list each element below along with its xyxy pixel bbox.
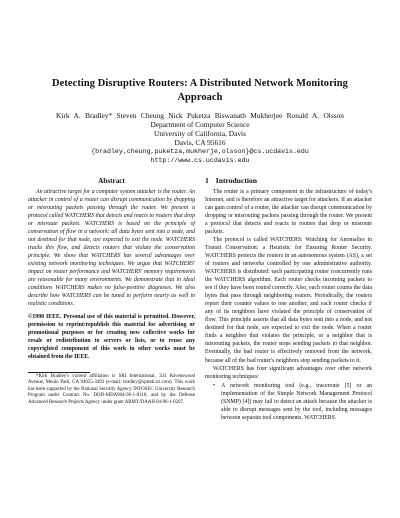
paper-title [0, 77, 400, 104]
paper-title-line-1: Detecting Disruptive Routers: A Distributed Network Monitoring [52, 78, 348, 89]
city: Davis, CA 95616 [174, 138, 226, 148]
university: University of California, Davis [154, 129, 246, 139]
section-number: 1 [205, 176, 209, 185]
abstract-body: An attractive target for a computer system attacker is the router. An attacker in control of a router can disrupt communication by dropping or misrouting packets passing through the router. We present a protocol called WATCHERS that detects and reacts to routers that drop or misroute packets. WATCHERS is based on the principle of conservation of flow in a network: all data bytes sent into a node, and not destined for that node, are expected to exit the node. WATCHERS tracks this flow, and detects routers that violate the conservation principle. We show that WATCHERS has several advantages over existing network monitoring techniques. We argue that WATCHERS' impact on router performance and WATCHERS' memory requirements are reasonable for many environments. We demonstrate that in ideal conditions WATCHERS makes no false-positive diagnoses. We also describe how WATCHERS can be tuned to perform nearly as well in realistic conditions. [28, 188, 195, 308]
list-item-text: A network monitoring tool (e.g., traceroute [5] or an implementation of the Simple Network Management Protocol (SNMP) [4]) may fail to detect an attack because the attacker is able to disrupt messages sent by the tool, including messages between separate tool components. WATCHERS [221, 382, 372, 421]
author-footnote: *Kirk Bradley's current affiliation is SRI International, 333 Ravenswood Avenue, Menlo Park, CA 94025-3493 (e-mail: bradley@sprtek.sri.com). This work has been supported by the National Security Agency INFOSEC University Research Program under Contract No. DOD-MDA904-96-1-0118, and by the Defense Advanced Research Projects Agency under grant ARMY/DAAH 04-96-1-0207. [28, 374, 195, 405]
author-block [0, 111, 400, 166]
bullet-icon: • [213, 382, 216, 389]
intro-paragraph-3: WATCHERS has four significant advantages over other network monitoring techniques: [205, 365, 372, 380]
intro-paragraph-2: The protocol is called WATCHERS: Watching for Anomalies in Transit Conservation: a Heuristic for Ensuring Router Security. WATCHERS protects the routers in an autonomous system (AS), a set of routers and networks controlled by one administrative authority. WATCHERS is distributed: each participating router concurrently runs the WATCHERS algorithm. Each router checks incoming packets to see if they have been routed correctly. Also, each router counts the data bytes that pass through neighboring routers. Periodically, the routers report their counter values to one another, and each router checks if any of its neighbors have violated the principle of conservation of flow. This principle asserts that all data bytes sent into a node, and not destined for that node, are expected to exit the node. When a router finds a neighbor that violates the principle, or a neighbor that is misrouting packets, the router stops sending packets to that neighbor. Eventually, the bad router is effectively removed from the network, because all of the bad router's neighbors stop sending packets to it. [205, 236, 372, 364]
department-url: http://www.cs.ucdavis.edu [150, 157, 250, 165]
department: Department of Computer Science [150, 120, 250, 130]
author-emails: {bradley,cheung,puketza,mukherje,olsson}@cs.ucdavis.edu [91, 148, 309, 156]
abstract-heading: Abstract [98, 177, 125, 185]
footnote-divider [28, 372, 90, 373]
author-list: Kirk A. Bradley* Steven Cheung Nick Puketza Biswanath Mukherjee Ronald A. Olsson [56, 111, 344, 120]
list-item [213, 382, 372, 422]
section-title: Introduction [215, 176, 258, 185]
intro-paragraph-1: The router is a primary component in the infrastructure of today's Internet, and is therefore an attractive target for attackers. If an attacker can gain control of a router, the attacker can disrupt communication by dropping or misrouting packets passing through the router. We present a protocol that detects and reacts to routers that drop or misroute packets. [205, 188, 372, 235]
copyright-notice: ©1998 IEEE. Personal use of this material is permitted. However, permission to reprint/republish this material for advertising or promotional purposes or for creating new collective works for resale or redistribution to servers or lists, or to reuse any copyrighted component of this work in other works must be obtained from the IEEE. [28, 314, 195, 361]
section-heading-introduction [205, 177, 372, 185]
paper-title-line-2: Approach [177, 91, 223, 103]
left-column [28, 177, 195, 406]
right-column [205, 177, 372, 422]
